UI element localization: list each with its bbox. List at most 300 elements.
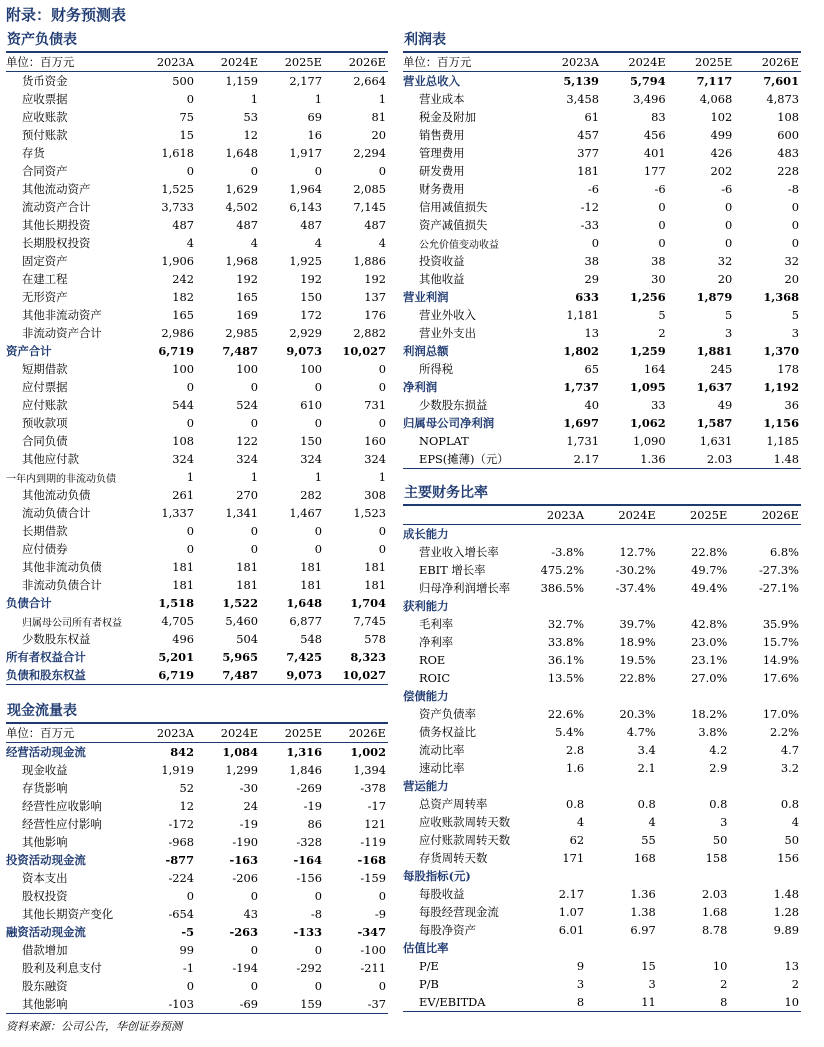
cell-value: 0: [314, 542, 322, 556]
row-label: 每股净资产: [419, 923, 476, 937]
row-label: 财务费用: [419, 182, 465, 196]
table-row: [6, 288, 388, 306]
cell-value: 50: [712, 833, 728, 847]
table-row: [403, 126, 801, 144]
cell-value: 20: [371, 128, 386, 142]
row-label: 营业成本: [419, 92, 465, 106]
table-row: [6, 522, 388, 540]
cell-value: 0: [186, 542, 195, 556]
cell-value: 4: [791, 815, 799, 829]
cell-value: 3,733: [161, 200, 195, 214]
cell-value: 53: [243, 110, 259, 124]
cell-value: 38: [584, 254, 599, 268]
cell-value: -292: [296, 961, 322, 975]
row-label: 负债和股东权益: [6, 666, 132, 685]
cell-value: 1,518: [158, 596, 195, 610]
table-header-row: [6, 53, 388, 72]
year-header: 2023A: [514, 506, 586, 525]
cell-value: -8: [787, 182, 799, 196]
row-label: 管理费用: [419, 146, 465, 160]
cell-value: 1,925: [289, 254, 322, 268]
cell-value: [729, 777, 801, 795]
table-row: [403, 651, 801, 669]
cell-value: 2.1: [637, 761, 656, 775]
table-row: [403, 198, 801, 216]
row-label: 营业外收入: [419, 308, 476, 322]
cell-value: 49.7%: [691, 563, 728, 577]
cell-value: 5: [658, 308, 666, 322]
table-header-row: [6, 724, 388, 743]
table-row: [403, 921, 801, 939]
cell-value: 32: [717, 254, 733, 268]
table-row: [403, 396, 801, 414]
cell-value: -30: [239, 781, 259, 795]
cell-value: 1,062: [629, 416, 666, 430]
cell-value: -6: [721, 182, 733, 196]
cell-value: 0: [791, 236, 799, 250]
cell-value: 10: [729, 993, 801, 1012]
cell-value: 1: [378, 470, 386, 484]
cell-value: 9.89: [773, 923, 799, 937]
table-row: [6, 869, 388, 887]
cell-value: 1.38: [630, 905, 656, 919]
cell-value: 10: [712, 959, 728, 973]
cell-value: 228: [777, 164, 799, 178]
cell-value: 1,802: [563, 344, 599, 358]
cell-value: 1,968: [225, 254, 259, 268]
cell-value: 524: [236, 398, 259, 412]
cell-value: -33: [580, 218, 599, 232]
cell-value: 3,496: [633, 92, 666, 106]
cell-value: 0: [250, 979, 259, 993]
row-label: P/E: [419, 959, 439, 973]
cell-value: 1,299: [225, 763, 259, 777]
cell-value: 842: [170, 745, 195, 759]
cell-value: 544: [172, 398, 195, 412]
cell-value: 50: [784, 833, 799, 847]
year-header: 2024E: [196, 53, 260, 72]
cell-value: 36.1%: [547, 653, 585, 667]
row-label: 货币资金: [22, 74, 68, 88]
table-row: [6, 761, 388, 779]
cell-value: 2,986: [161, 326, 195, 340]
year-header: 2025E: [260, 724, 324, 743]
cell-value: 169: [236, 308, 259, 322]
cell-value: 4: [378, 236, 386, 250]
cell-value: 181: [236, 560, 259, 574]
cell-value: 19.5%: [619, 653, 656, 667]
row-label: 流动资产合计: [22, 200, 91, 214]
cell-value: 0: [725, 236, 733, 250]
cell-value: 261: [172, 488, 195, 502]
cell-value: 578: [364, 632, 386, 646]
cell-value: 8,323: [350, 650, 386, 664]
table-row: [403, 705, 801, 723]
cell-value: 426: [710, 146, 733, 160]
cell-value: 0: [314, 979, 322, 993]
table-row: [6, 594, 388, 612]
row-label: 营业收入增长率: [419, 545, 499, 559]
cell-value: -69: [196, 995, 260, 1014]
cell-value: 4.2: [709, 743, 728, 757]
cell-value: [514, 939, 586, 957]
cell-value: 1,523: [353, 506, 386, 520]
cell-value: 6,719: [132, 666, 196, 685]
cell-value: 487: [300, 218, 322, 232]
cell-value: 16: [307, 128, 322, 142]
balance-sheet-panel: [6, 31, 388, 685]
cell-value: 13: [584, 326, 599, 340]
cell-value: 7,487: [196, 666, 260, 685]
year-header: 2024E: [601, 53, 668, 72]
row-label: 长期借款: [22, 524, 68, 538]
table-row: [6, 666, 388, 685]
cell-value: 0: [250, 889, 259, 903]
year-header: 2024E: [196, 724, 260, 743]
cell-value: 62: [569, 833, 585, 847]
cell-value: 0: [658, 218, 666, 232]
cell-value: 9,073: [286, 344, 322, 358]
cell-value: -133: [293, 925, 322, 939]
row-label: 利润总额: [403, 344, 449, 358]
cell-value: 4: [186, 236, 195, 250]
cell-value: 172: [300, 308, 322, 322]
cell-value: 1,879: [696, 290, 733, 304]
table-row: [6, 558, 388, 576]
table-row: [403, 579, 801, 597]
cell-value: 6,143: [289, 200, 322, 214]
row-label: 营运能力: [403, 779, 449, 793]
year-header: 2025E: [658, 506, 730, 525]
table-row: [6, 270, 388, 288]
cell-value: [729, 687, 801, 705]
cell-value: 6.97: [630, 923, 656, 937]
cell-value: 168: [633, 851, 656, 865]
cell-value: 3: [720, 815, 728, 829]
cell-value: 5,794: [629, 74, 666, 88]
year-header: 2026E: [324, 724, 388, 743]
cell-value: 14.9%: [762, 653, 799, 667]
row-label: EPS(摊薄)（元）: [403, 450, 534, 469]
table-row: [403, 306, 801, 324]
table-row: [6, 576, 388, 594]
cell-value: 308: [364, 488, 386, 502]
row-label: 资产负债率: [419, 707, 476, 721]
cell-value: 1,637: [696, 380, 733, 394]
cell-value: 102: [710, 110, 733, 124]
cell-value: 0: [791, 218, 799, 232]
cell-value: 324: [300, 452, 322, 466]
cell-value: -163: [229, 853, 259, 867]
cell-value: 100: [236, 362, 259, 376]
cell-value: 2,882: [353, 326, 386, 340]
cell-value: 0: [378, 524, 386, 538]
cell-value: 52: [179, 781, 195, 795]
cell-value: 2,177: [289, 74, 322, 88]
cell-value: 7,145: [353, 200, 386, 214]
cell-value: 377: [577, 146, 599, 160]
row-label: 其他流动负债: [22, 488, 91, 502]
table-row: [6, 198, 388, 216]
row-label: 借款增加: [22, 943, 68, 957]
table-row: [6, 216, 388, 234]
cell-value: 1,906: [161, 254, 195, 268]
cell-value: 23.1%: [691, 653, 728, 667]
income-statement-title: 利润表: [403, 31, 801, 53]
row-label: 经营活动现金流: [6, 745, 86, 759]
table-row: [403, 72, 801, 91]
cell-value: 0: [250, 380, 259, 394]
cell-value: 30: [651, 272, 666, 286]
table-row: [403, 939, 801, 957]
cell-value: 487: [172, 218, 195, 232]
table-row: [403, 885, 801, 903]
cell-value: 1,648: [225, 146, 259, 160]
year-header: 2025E: [260, 53, 324, 72]
year-header: 2026E: [324, 53, 388, 72]
cell-value: 1,618: [161, 146, 195, 160]
cell-value: 1,587: [696, 416, 733, 430]
cell-value: [586, 867, 658, 885]
cell-value: 177: [643, 164, 666, 178]
cell-value: -968: [168, 835, 195, 849]
cell-value: 20: [717, 272, 733, 286]
cell-value: 49: [717, 398, 733, 412]
row-label: 销售费用: [419, 128, 465, 142]
cell-value: -6: [654, 182, 666, 196]
cell-value: 0: [791, 200, 799, 214]
cell-value: -19: [303, 799, 322, 813]
cell-value: 39.7%: [619, 617, 656, 631]
cell-value: 20.3%: [619, 707, 656, 721]
cell-value: 401: [643, 146, 666, 160]
row-label: 固定资产: [22, 254, 68, 268]
cell-value: 12: [243, 128, 259, 142]
table-row: [403, 903, 801, 921]
cell-value: 1,886: [353, 254, 386, 268]
row-label: 存货影响: [22, 781, 68, 795]
row-label: 流动负债合计: [22, 506, 91, 520]
cell-value: 0: [314, 889, 322, 903]
cell-value: 2.2%: [770, 725, 799, 739]
row-label: 股东融资: [22, 979, 68, 993]
row-label: 每股经营现金流: [419, 905, 499, 919]
cell-value: [586, 777, 658, 795]
cell-value: 108: [777, 110, 799, 124]
unit-label: 单位：百万元: [6, 724, 132, 743]
year-header: 2023A: [132, 53, 196, 72]
cash-flow-panel: [6, 702, 388, 1014]
table-row: [6, 396, 388, 414]
row-label: 债务权益比: [419, 725, 476, 739]
cell-value: 1.6: [565, 761, 585, 775]
cell-value: 0: [186, 524, 195, 538]
cell-value: 2: [658, 326, 666, 340]
cell-value: 17.6%: [762, 671, 799, 685]
cell-value: 0: [250, 943, 259, 957]
cell-value: 7,117: [696, 74, 733, 88]
cell-value: 1,337: [161, 506, 195, 520]
row-label: EV/EBITDA: [403, 993, 514, 1012]
cell-value: 43: [243, 907, 259, 921]
table-row: [6, 941, 388, 959]
cell-value: 0: [378, 542, 386, 556]
table-row: [403, 741, 801, 759]
table-row: [403, 180, 801, 198]
cell-value: 1.68: [701, 905, 728, 919]
row-label: 其他应付款: [22, 452, 79, 466]
balance-sheet-table: [6, 53, 388, 685]
cell-value: 8.78: [701, 923, 728, 937]
cell-value: [658, 777, 730, 795]
cell-value: 4,705: [161, 614, 195, 628]
cell-value: 23.0%: [691, 635, 728, 649]
cell-value: 324: [364, 452, 386, 466]
row-label: 归母净利润增长率: [419, 581, 511, 595]
cell-value: 0: [725, 218, 733, 232]
row-label: ROE: [419, 653, 446, 667]
cell-value: 1,181: [566, 308, 599, 322]
cell-value: 0: [378, 889, 386, 903]
cell-value: 137: [364, 290, 386, 304]
cell-value: [729, 525, 801, 544]
cell-value: -328: [296, 835, 322, 849]
cell-value: 2: [720, 977, 728, 991]
cell-value: [586, 687, 658, 705]
table-row: [403, 759, 801, 777]
cell-value: 15: [641, 959, 656, 973]
cell-value: [658, 525, 730, 544]
cell-value: 4: [648, 815, 656, 829]
cell-value: 5: [725, 308, 733, 322]
cell-value: 0.8: [637, 797, 656, 811]
cell-value: 33: [651, 398, 666, 412]
row-label: 流动比率: [419, 743, 465, 757]
cell-value: 6.8%: [770, 545, 799, 559]
cell-value: -5: [181, 925, 195, 939]
row-label: 经营性应付影响: [22, 817, 102, 831]
cell-value: 0: [314, 943, 322, 957]
row-label: 股权投资: [22, 889, 68, 903]
table-row: [6, 324, 388, 342]
cell-value: 0: [186, 92, 195, 106]
cell-value: 181: [577, 164, 599, 178]
cell-value: -168: [357, 853, 386, 867]
cell-value: -12: [580, 200, 599, 214]
row-label: 应付账款周转天数: [419, 833, 511, 847]
cell-value: 9: [576, 959, 585, 973]
cell-value: 2.8: [565, 743, 585, 757]
cell-value: 0: [186, 164, 195, 178]
cell-value: 1,917: [289, 146, 322, 160]
cell-value: 0: [314, 380, 322, 394]
row-label: 每股指标(元): [403, 869, 471, 883]
cell-value: 0: [591, 236, 599, 250]
cell-value: 9,073: [260, 666, 324, 685]
cell-value: 0: [314, 524, 322, 538]
cell-value: 1,095: [629, 380, 666, 394]
cell-value: 1,731: [566, 434, 599, 448]
table-row: [6, 815, 388, 833]
cell-value: 1,002: [350, 745, 386, 759]
cell-value: 86: [307, 817, 322, 831]
cell-value: 1,156: [763, 416, 799, 430]
cell-value: [514, 777, 586, 795]
table-row: [6, 108, 388, 126]
table-row: [403, 615, 801, 633]
year-header: 2023A: [534, 53, 601, 72]
cell-value: -654: [168, 907, 195, 921]
cell-value: [658, 867, 730, 885]
ratios-table: [403, 506, 801, 1012]
cell-value: 4,068: [699, 92, 733, 106]
row-label: 估值比率: [403, 941, 449, 955]
row-label: 应付债券: [22, 542, 68, 556]
table-row: [6, 432, 388, 450]
cell-value: 158: [705, 851, 728, 865]
cell-value: 108: [172, 434, 195, 448]
cell-value: 1,192: [763, 380, 799, 394]
cell-value: 1,631: [699, 434, 733, 448]
cell-value: 8: [658, 993, 730, 1012]
table-row: [403, 432, 801, 450]
cell-value: 2,664: [353, 74, 386, 88]
cell-value: 11: [586, 993, 658, 1012]
cell-value: 1,648: [286, 596, 322, 610]
cell-value: 1: [250, 470, 259, 484]
cell-value: 2.17: [534, 450, 601, 469]
cell-value: 1,629: [225, 182, 259, 196]
cell-value: 99: [179, 943, 195, 957]
cell-value: -8: [310, 907, 322, 921]
cell-value: 55: [641, 833, 656, 847]
table-row: [403, 414, 801, 432]
cell-value: 4.7%: [626, 725, 656, 739]
balance-sheet-title: 资产负债表: [6, 31, 388, 53]
row-label: 营业总收入: [403, 74, 460, 88]
cell-value: 324: [172, 452, 195, 466]
cell-value: -190: [232, 835, 259, 849]
cell-value: 499: [710, 128, 733, 142]
table-row: [403, 849, 801, 867]
table-row: [403, 561, 801, 579]
row-label: NOPLAT: [419, 434, 469, 448]
cell-value: -37.4%: [615, 581, 656, 595]
cell-value: 1,084: [222, 745, 259, 759]
cell-value: 1,394: [353, 763, 386, 777]
row-label: 偿债能力: [403, 689, 449, 703]
cell-value: 1.28: [773, 905, 799, 919]
cell-value: 22.8%: [691, 545, 728, 559]
table-row: [403, 90, 801, 108]
cell-value: -27.3%: [758, 563, 799, 577]
cell-value: 2.17: [558, 887, 585, 901]
row-label: 股利及利息支付: [22, 961, 102, 975]
cell-value: 156: [777, 851, 799, 865]
table-row: [403, 993, 801, 1012]
cell-value: 457: [577, 128, 599, 142]
cell-value: -119: [360, 835, 386, 849]
table-row: [6, 630, 388, 648]
cell-value: -156: [296, 871, 322, 885]
table-row: [6, 833, 388, 851]
cell-value: 1,846: [289, 763, 322, 777]
cell-value: -347: [357, 925, 386, 939]
row-label: 其他长期投资: [22, 218, 91, 232]
cell-value: 171: [562, 851, 585, 865]
table-row: [6, 72, 388, 91]
cell-value: 1,704: [350, 596, 386, 610]
